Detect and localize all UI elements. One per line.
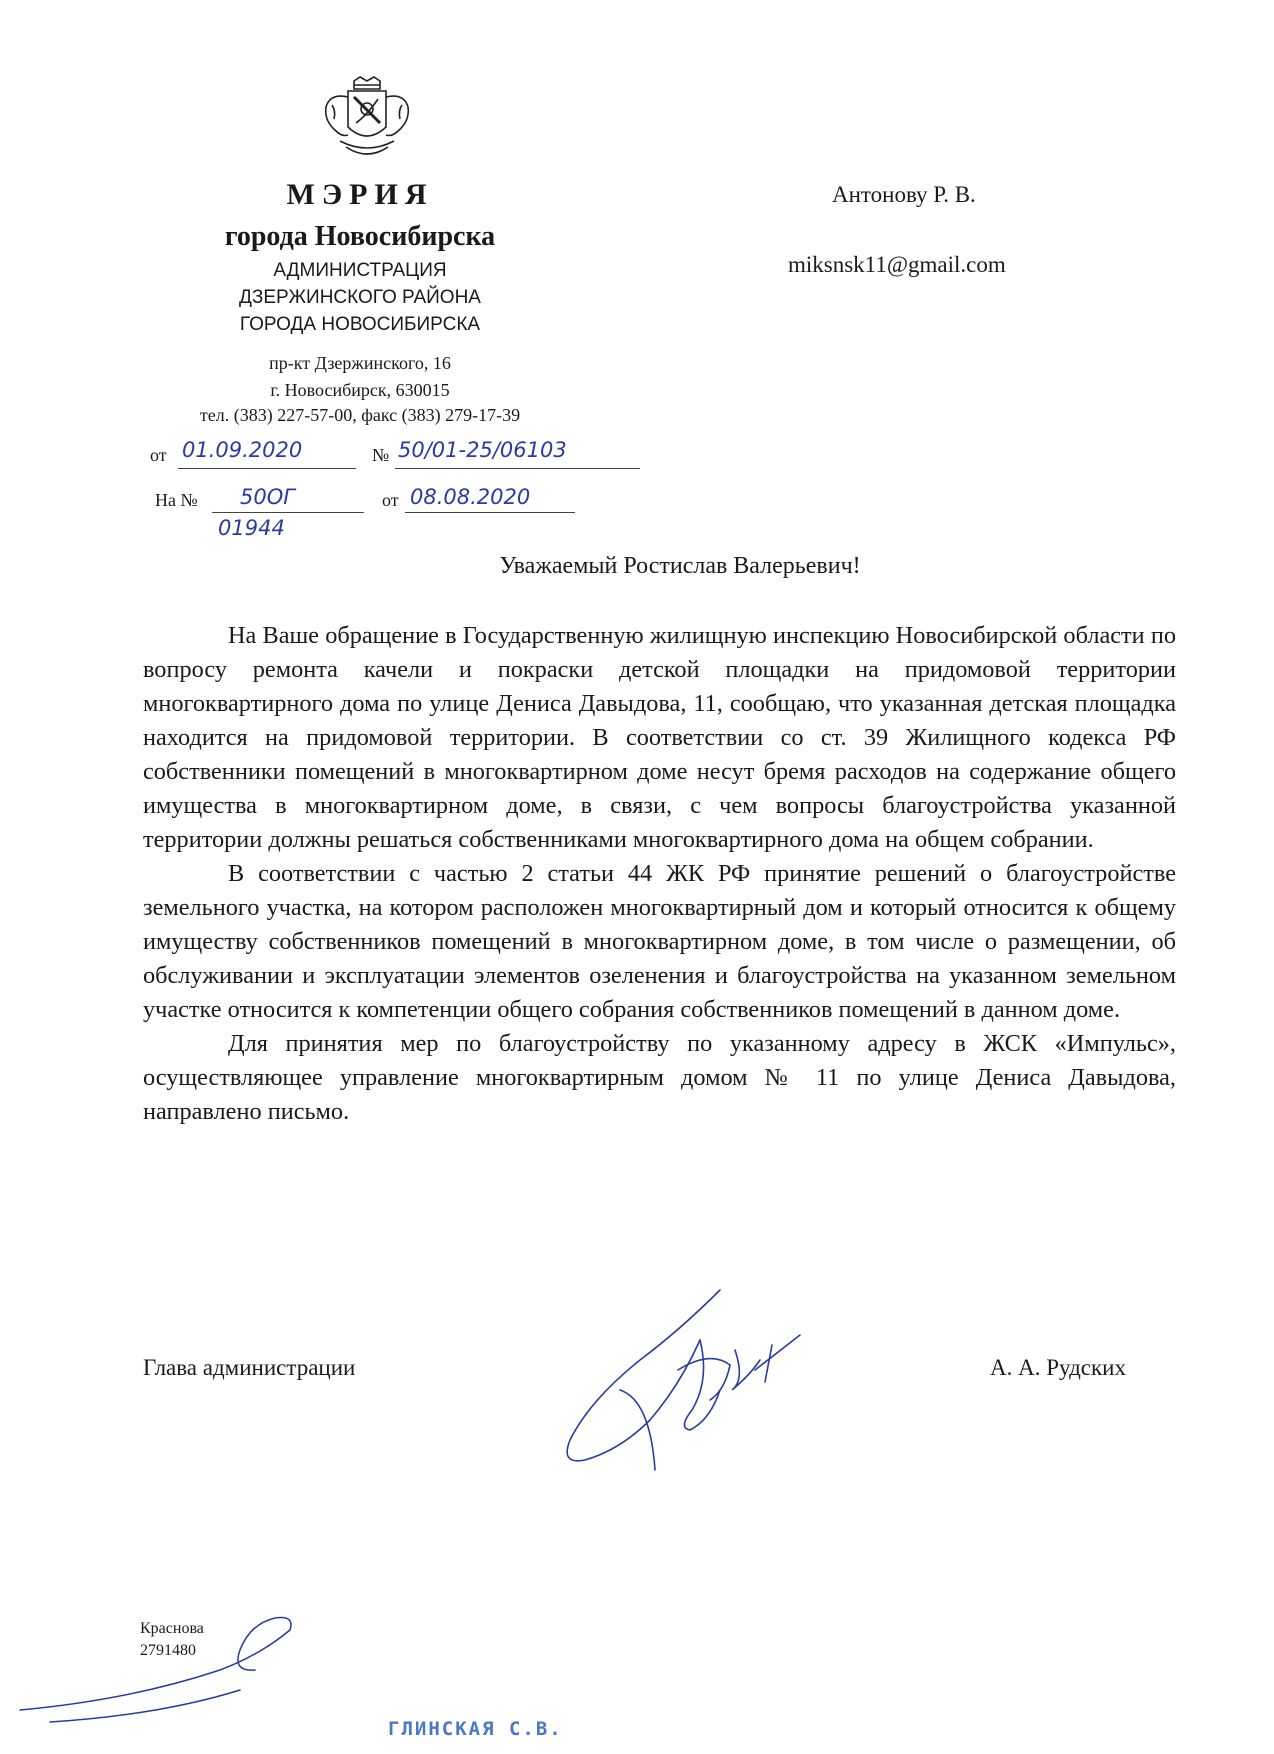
outgoing-number-underline xyxy=(395,468,640,469)
signatory-position: Глава администрации xyxy=(143,1355,356,1380)
letterhead-phones: тел. (383) 227-57-00, факс (383) 279-17-39 xyxy=(199,405,521,425)
reference-date-underline xyxy=(405,512,575,513)
executor-name: Краснова xyxy=(140,1620,204,1637)
paragraph: На Ваше обращение в Государственную жилищную инспекцию Новосибирской области по вопросу ремонта качели и покраски детской площадки на придомовой территории многоквартирного дома по улице Дениса Давыдова, 11, сообщаю, что указанная детская площадка находится на придомовой территории. В соответствии со ст. 39 Жилищного кодекса РФ собственники помещений в многоквартирном доме несут бремя расходов на содержание общего имущества в многоквартирном доме, в связи, с чем вопросы благоустройства указанной территории должны решаться собственниками многоквартирного дома на общем собрании. xyxy=(143,622,1176,853)
outgoing-number-value: 50/01-25/06103 xyxy=(398,438,567,462)
letterhead-street-address: пр-кт Дзержинского, 16 xyxy=(269,353,451,373)
reference-number-label: На № xyxy=(155,490,198,510)
paragraph: Для принятия мер по благоустройству по указанному адресу в ЖСК «Импульс», осуществляющее управление многоквартирным домом № 11 по улице Дениса Давыдова, направлено письмо. xyxy=(143,1030,1176,1125)
city-coat-of-arms-icon xyxy=(318,75,416,165)
letterhead-administration: АДМИНИСТРАЦИЯ xyxy=(273,260,447,281)
reference-number-underline xyxy=(212,512,364,513)
handwritten-signature xyxy=(560,1270,820,1480)
executor-phone: 2791480 xyxy=(140,1642,196,1659)
outgoing-number-label: № xyxy=(372,445,390,465)
addressee-name: Антонову Р. В. xyxy=(832,182,976,207)
executor-stamp: ГЛИНСКАЯ С.В. xyxy=(388,1718,563,1740)
reference-number-value-2: 01944 xyxy=(218,516,285,540)
paragraph: В соответствии с частью 2 статьи 44 ЖК РФ принятие решений о благоустройстве земельного участка, на котором расположен многоквартирный дом и который относится к общему имуществу собственников помещений в многоквартирном доме, в том числе о размещении, об обслуживании и эксплуатации элементов озеленения и благоустройства на указанном земельном участке относится к компетенции общего собрания собственников помещений в данном доме. xyxy=(143,860,1176,1023)
reference-date-label: от xyxy=(382,490,399,510)
letterhead-title: МЭРИЯ xyxy=(286,178,434,211)
addressee-email: miksnsk11@gmail.com xyxy=(788,252,1006,277)
outgoing-date-label: от xyxy=(150,445,167,465)
letter-body xyxy=(143,619,1176,1129)
outgoing-date-underline xyxy=(178,468,356,469)
executor-signature xyxy=(10,1610,310,1730)
letterhead-city-caps: ГОРОДА НОВОСИБИРСКА xyxy=(239,314,481,335)
reference-date-value: 08.08.2020 xyxy=(410,485,531,509)
letterhead-postal-address: г. Новосибирск, 630015 xyxy=(270,380,450,400)
signatory-name: А. А. Рудских xyxy=(990,1355,1126,1380)
letterhead-city: города Новосибирска xyxy=(224,221,496,252)
outgoing-date-value: 01.09.2020 xyxy=(182,438,303,462)
letterhead-district: ДЗЕРЖИНСКОГО РАЙОНА xyxy=(239,287,481,308)
reference-number-value: 50ОГ xyxy=(240,485,295,509)
salutation: Уважаемый Ростислав Валерьевич! xyxy=(499,553,861,579)
